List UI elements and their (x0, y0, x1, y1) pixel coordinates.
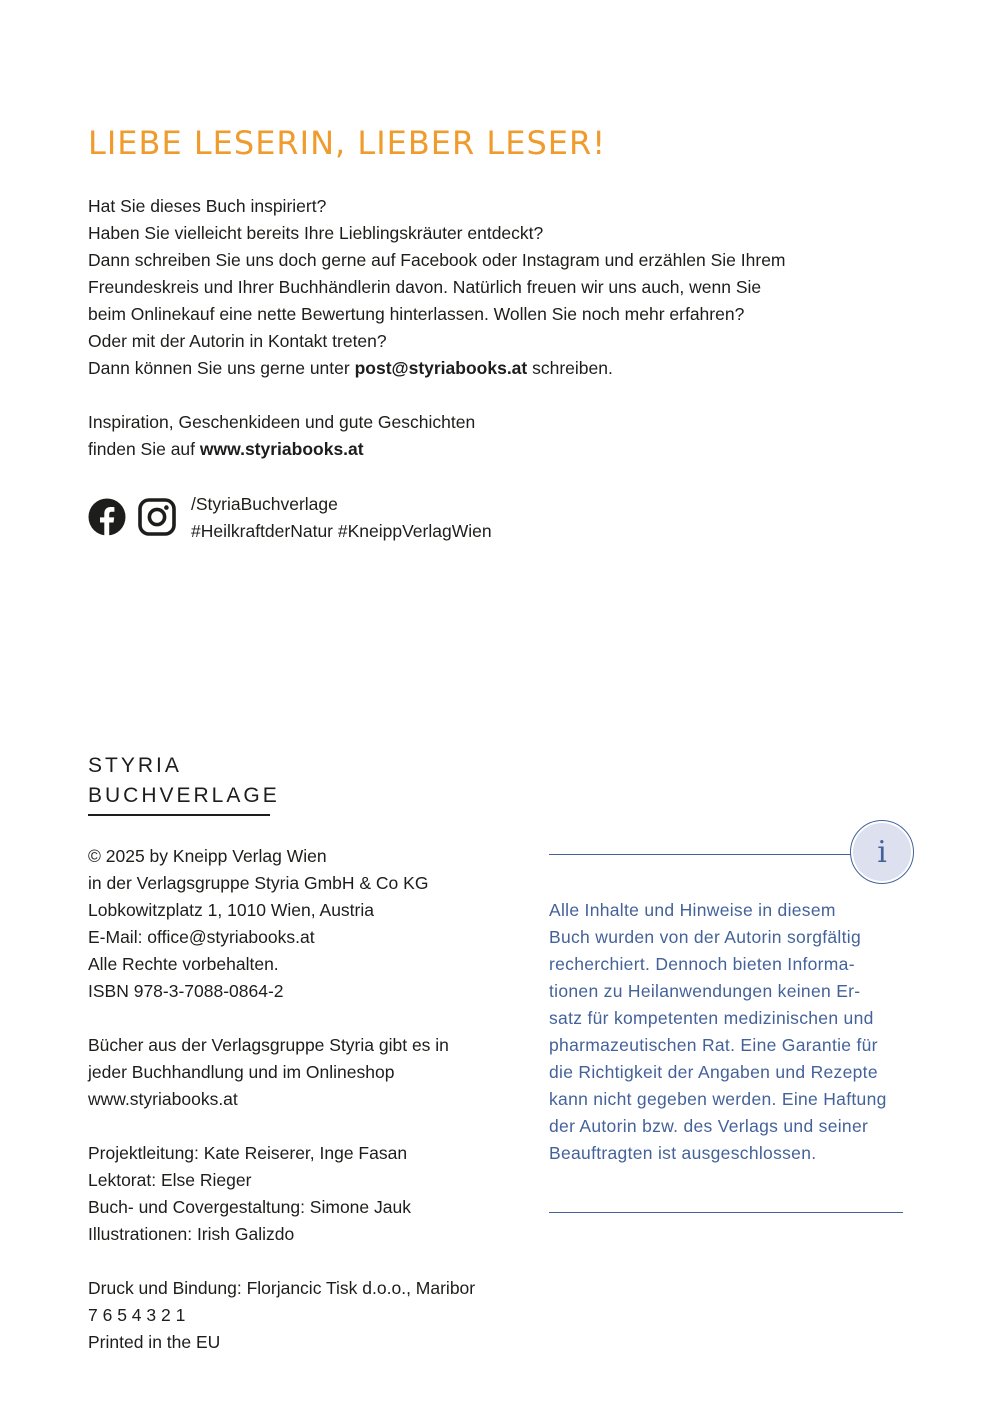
spacer (88, 1113, 475, 1140)
instagram-icon[interactable] (138, 498, 176, 536)
publisher-logo (88, 751, 280, 816)
imprint-isbn: ISBN 978-3-7088-0864-2 (88, 981, 284, 1001)
spacer (88, 1248, 475, 1275)
logo-line-1: STYRIA (88, 754, 182, 777)
imprint-shop-line: jeder Buchhandlung und im Onlineshop (88, 1062, 395, 1082)
promo-paragraph (88, 409, 475, 463)
social-hashtags: #HeilkraftderNatur #KneippVerlagWien (191, 521, 492, 541)
intro-line: Oder mit der Autorin in Kontakt treten? (88, 331, 387, 351)
info-divider-bottom (549, 1212, 903, 1213)
disclaimer-line: Buch wurden von der Autorin sorgfältig (549, 927, 861, 947)
disclaimer-line: die Richtigkeit der Angaben und Rezepte (549, 1062, 878, 1082)
intro-line: Hat Sie dieses Buch inspiriert? (88, 196, 327, 216)
imprint-print-numbers: 7 6 5 4 3 2 1 (88, 1305, 186, 1325)
social-text (191, 491, 492, 545)
info-divider-top (549, 854, 854, 855)
intro-line: Dann schreiben Sie uns doch gerne auf Facebook oder Instagram und erzählen Sie Ihrem (88, 250, 786, 270)
disclaimer-line: Alle Inhalte und Hinweise in diesem (549, 900, 836, 920)
disclaimer-line: kann nicht gegeben werden. Eine Haftung (549, 1089, 887, 1109)
imprint-email: E-Mail: office@styriabooks.at (88, 927, 315, 947)
imprint-printed-in: Printed in the EU (88, 1332, 221, 1352)
imprint-address: Lobkowitzplatz 1, 1010 Wien, Austria (88, 900, 374, 920)
imprint-shop-url: www.styriabooks.at (88, 1089, 238, 1109)
logo-line-2: BUCHVERLAGE (88, 784, 280, 807)
imprint-print: Druck und Bindung: Florjancic Tisk d.o.o., Maribor (88, 1278, 476, 1298)
disclaimer-line: der Autorin bzw. des Verlags und seiner (549, 1116, 869, 1136)
contact-suffix: schreiben. (527, 358, 613, 378)
spacer (88, 1005, 475, 1032)
info-icon-glyph: i (853, 823, 911, 881)
promo-line: Inspiration, Geschenkideen und gute Geschichten (88, 412, 476, 432)
promo-line (88, 436, 475, 463)
disclaimer-line: tionen zu Heilanwendungen keinen Er- (549, 981, 861, 1001)
disclaimer-line: satz für kompetenten medizinischen und (549, 1008, 874, 1028)
intro-line: Haben Sie vielleicht bereits Ihre Lieblingskräuter entdeckt? (88, 223, 544, 243)
disclaimer-line: pharmazeutischen Rat. Eine Garantie für (549, 1035, 878, 1055)
disclaimer-line: recherchiert. Dennoch bieten Informa- (549, 954, 855, 974)
contact-line (88, 355, 786, 382)
disclaimer-line: Beauftragten ist ausgeschlossen. (549, 1143, 817, 1163)
page-heading: LIEBE LESERIN, LIEBER LESER! (88, 124, 607, 162)
intro-line: Freundeskreis und Ihrer Buchhändlerin davon. Natürlich freuen wir uns auch, wenn Sie (88, 277, 762, 297)
contact-prefix: Dann können Sie uns gerne unter (88, 358, 355, 378)
imprint-design: Buch- und Covergestaltung: Simone Jauk (88, 1197, 411, 1217)
imprint-project: Projektleitung: Kate Reiserer, Inge Fasan (88, 1143, 408, 1163)
imprint-group: in der Verlagsgruppe Styria GmbH & Co KG (88, 873, 429, 893)
imprint-rights: Alle Rechte vorbehalten. (88, 954, 279, 974)
intro-paragraph (88, 193, 786, 382)
intro-line: beim Onlinekauf eine nette Bewertung hinterlassen. Wollen Sie noch mehr erfahren? (88, 304, 745, 324)
imprint-shop-line: Bücher aus der Verlagsgruppe Styria gibt es in (88, 1035, 449, 1055)
imprint-illustrations: Illustrationen: Irish Galizdo (88, 1224, 295, 1244)
contact-email-link[interactable]: post@styriabooks.at (354, 358, 528, 378)
social-icons (88, 498, 176, 536)
disclaimer-text (549, 897, 903, 1167)
social-handle[interactable]: /StyriaBuchverlage (191, 494, 338, 514)
imprint-block (88, 843, 475, 1356)
imprint-copyright: © 2025 by Kneipp Verlag Wien (88, 846, 327, 866)
promo-prefix: finden Sie auf (88, 439, 200, 459)
info-icon (850, 820, 914, 884)
facebook-icon[interactable] (88, 498, 126, 536)
imprint-editor: Lektorat: Else Rieger (88, 1170, 252, 1190)
website-link[interactable]: www.styriabooks.at (199, 439, 364, 459)
